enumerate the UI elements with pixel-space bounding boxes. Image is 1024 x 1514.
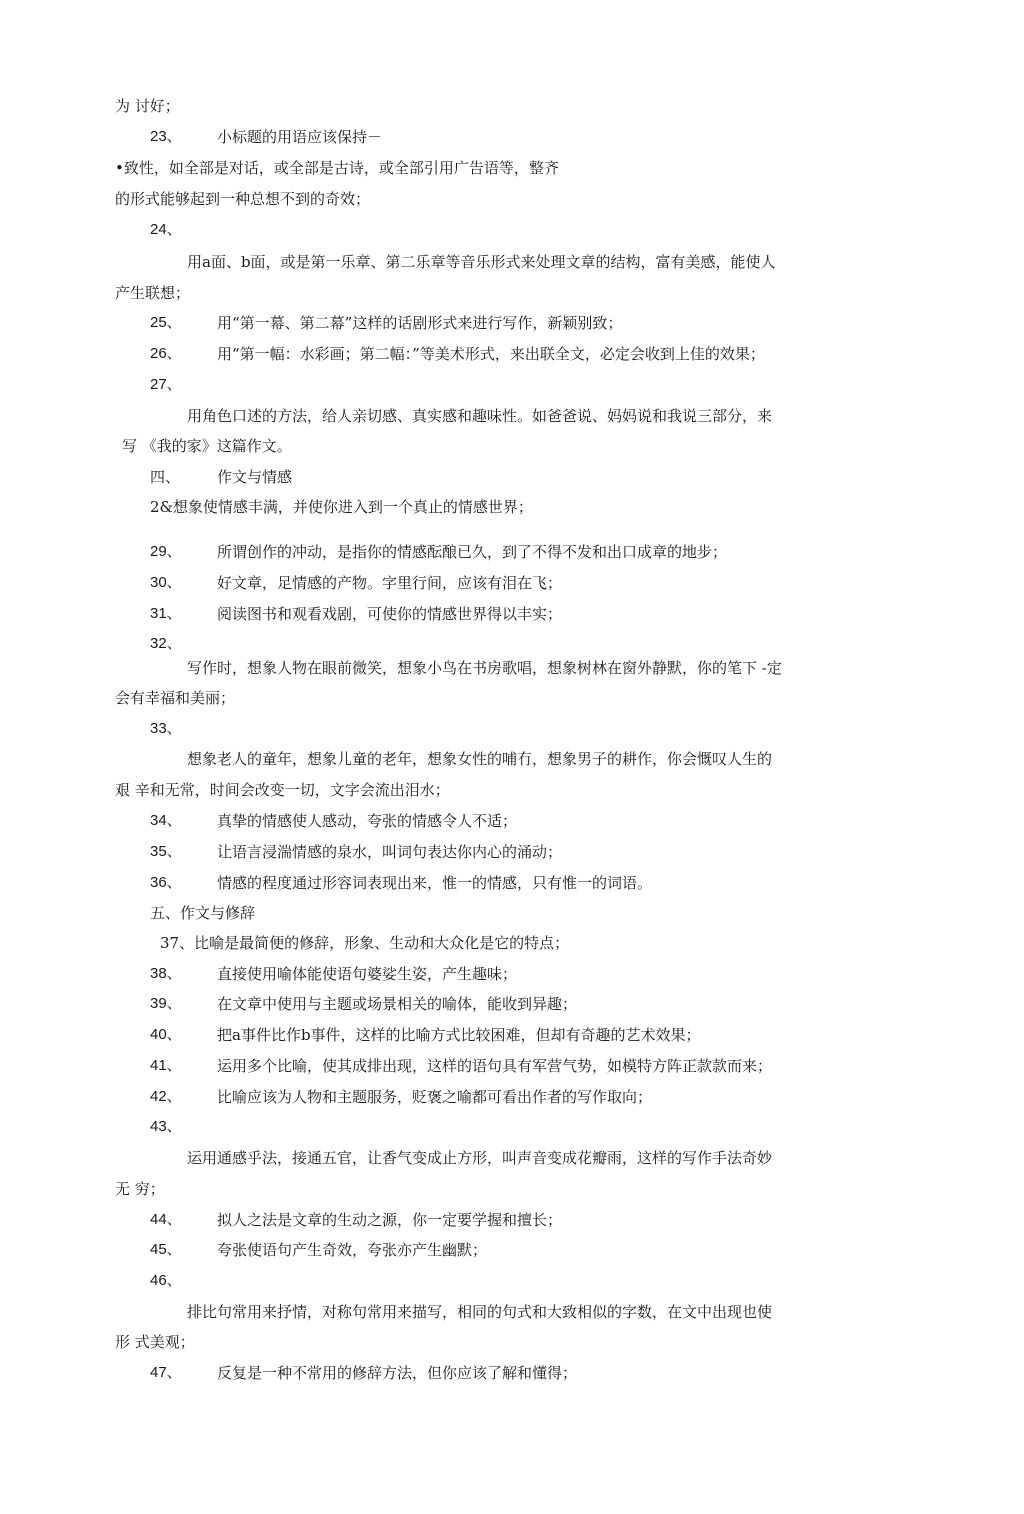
item-number: 45、 [150,1241,182,1258]
item-number: 43、 [150,1118,182,1135]
item-number: 31、 [150,605,182,622]
text-line: 想象老人的童年，想象儿童的老年，想象女性的哺冇，想象男子的耕作，你会慨叹人生的 [187,750,773,768]
text-line: 阅读图书和观看戏剧，可使你的情感世界得以丰实； [217,605,563,623]
item-number: 30、 [150,574,182,591]
item-number: 35、 [150,843,182,860]
text-line: 用“第一幕、第二幕”这样的话剧形式来进行写作，新颖别致； [217,314,623,332]
text-line: 情感的程度通过形容词表现出来，惟一的情感，只有惟一的词语。 [217,874,653,892]
item-number: 38、 [150,965,182,982]
item-number: 33、 [150,720,182,737]
section-heading: 五、作文与修辞 [150,904,256,922]
item-number: 26、 [150,345,182,362]
text-line: 反复是一种不常用的修辞方法，但你应该了解和懂得； [217,1364,578,1382]
text-line: 写作时，想象人物在眼前微笑，想象小鸟在书房歌唱，想象树林在窗外静默，你的笔下 -定 [187,659,782,677]
text-line: 好文章，足情感的产物。字里行间，应该有泪在飞； [217,574,563,592]
item-number: 36、 [150,874,182,891]
item-number: 47、 [150,1364,182,1381]
text-line: 所谓创作的冲动，是指你的情感酝酿已久，到了不得不发和出口成章的地步； [217,543,728,561]
text-line: 的形式能够起到一种总想不到的奇效； [115,190,371,208]
text-line: 为 讨好； [115,97,180,115]
text-line: 排比句常用来抒情，对称句常用来描写，相同的句式和大致相似的字数，在文中出现也使 [187,1303,773,1321]
text-line: 写 《我的家》这篇作文。 [122,437,292,455]
text-line: 拟人之法是文章的生动之源，你一定要学握和擅长； [217,1211,563,1229]
item-number: 25、 [150,314,182,331]
section-heading: 作文与情感 [217,468,293,486]
item-number: 42、 [150,1088,182,1105]
item-number: 46、 [150,1272,182,1289]
text-line: 会有幸福和美丽； [115,689,236,707]
text-line: 比喻应该为人物和主题服务，贬褒之喻都可看出作者的写作取向； [217,1088,653,1106]
text-line: 用角色口述的方法，给人亲切感、真实感和趣味性。如爸爸说、妈妈说和我说三部分，来 [187,407,773,425]
item-number: 40、 [150,1026,182,1043]
item-number: 24、 [150,221,182,238]
text-line: •致性，如全部是对话，或全部是古诗，或全部引用广告语等，整齐 [115,159,559,177]
item-number: 27、 [150,376,182,393]
text-line: 艰 辛和无常，时间会改变一切，文字会流出泪水； [115,781,450,799]
text-line: 2&想象使情感丰满，并使你进入到一个真止的情感世界； [150,498,533,516]
text-line: 夸张使语句产生奇效，夸张亦产生幽默； [217,1241,488,1259]
text-line: 形 式美观； [115,1333,195,1351]
item-number: 34、 [150,812,182,829]
item-number: 41、 [150,1057,182,1074]
text-line: 小标题的用语应该保持－ [217,128,383,146]
item-number: 29、 [150,543,182,560]
text-line: 用a面、b面，或是第一乐章、第二乐章等音乐形式来处理文章的结构，富有美感，能使人 [187,253,776,271]
text-line: 让语言浸湍情感的泉水，叫词句表达你内心的涌动； [217,843,563,861]
text-line: 真挚的情感使人感动，夸张的情感令人不适； [217,812,518,830]
item-number: 32、 [150,635,182,652]
text-line: 在文章中使用与主题或场景相关的喻体，能收到异趣； [217,995,578,1013]
text-line: 直接使用喻体能使语句婆娑生姿，产生趣味； [217,965,518,983]
text-line: 37、比喻是最简便的修辞，形象、生动和大众化是它的特点； [160,934,570,952]
item-number: 39、 [150,995,182,1012]
text-line: 无 穷； [115,1180,165,1198]
section-number: 四、 [150,468,181,486]
text-line: 用“第一幅：水彩画；第二幅：”等美术形式，来出联全文，必定会收到上佳的效果； [217,345,765,363]
text-line: 产生联想； [115,284,191,302]
text-line: 运用多个比喻，使其成排出现，这样的语句具有军营气势，如模特方阵正款款而来； [217,1057,773,1075]
item-number: 23、 [150,128,182,145]
item-number: 44、 [150,1211,182,1228]
text-line: 把a事件比作b事件，这样的比喻方式比较困难，但却有奇趣的艺术效果； [217,1026,701,1044]
text-line: 运用通感乎法，接通五官，让香气变成止方形，叫声音变成花瓣雨，这样的写作手法奇妙 [187,1149,773,1167]
